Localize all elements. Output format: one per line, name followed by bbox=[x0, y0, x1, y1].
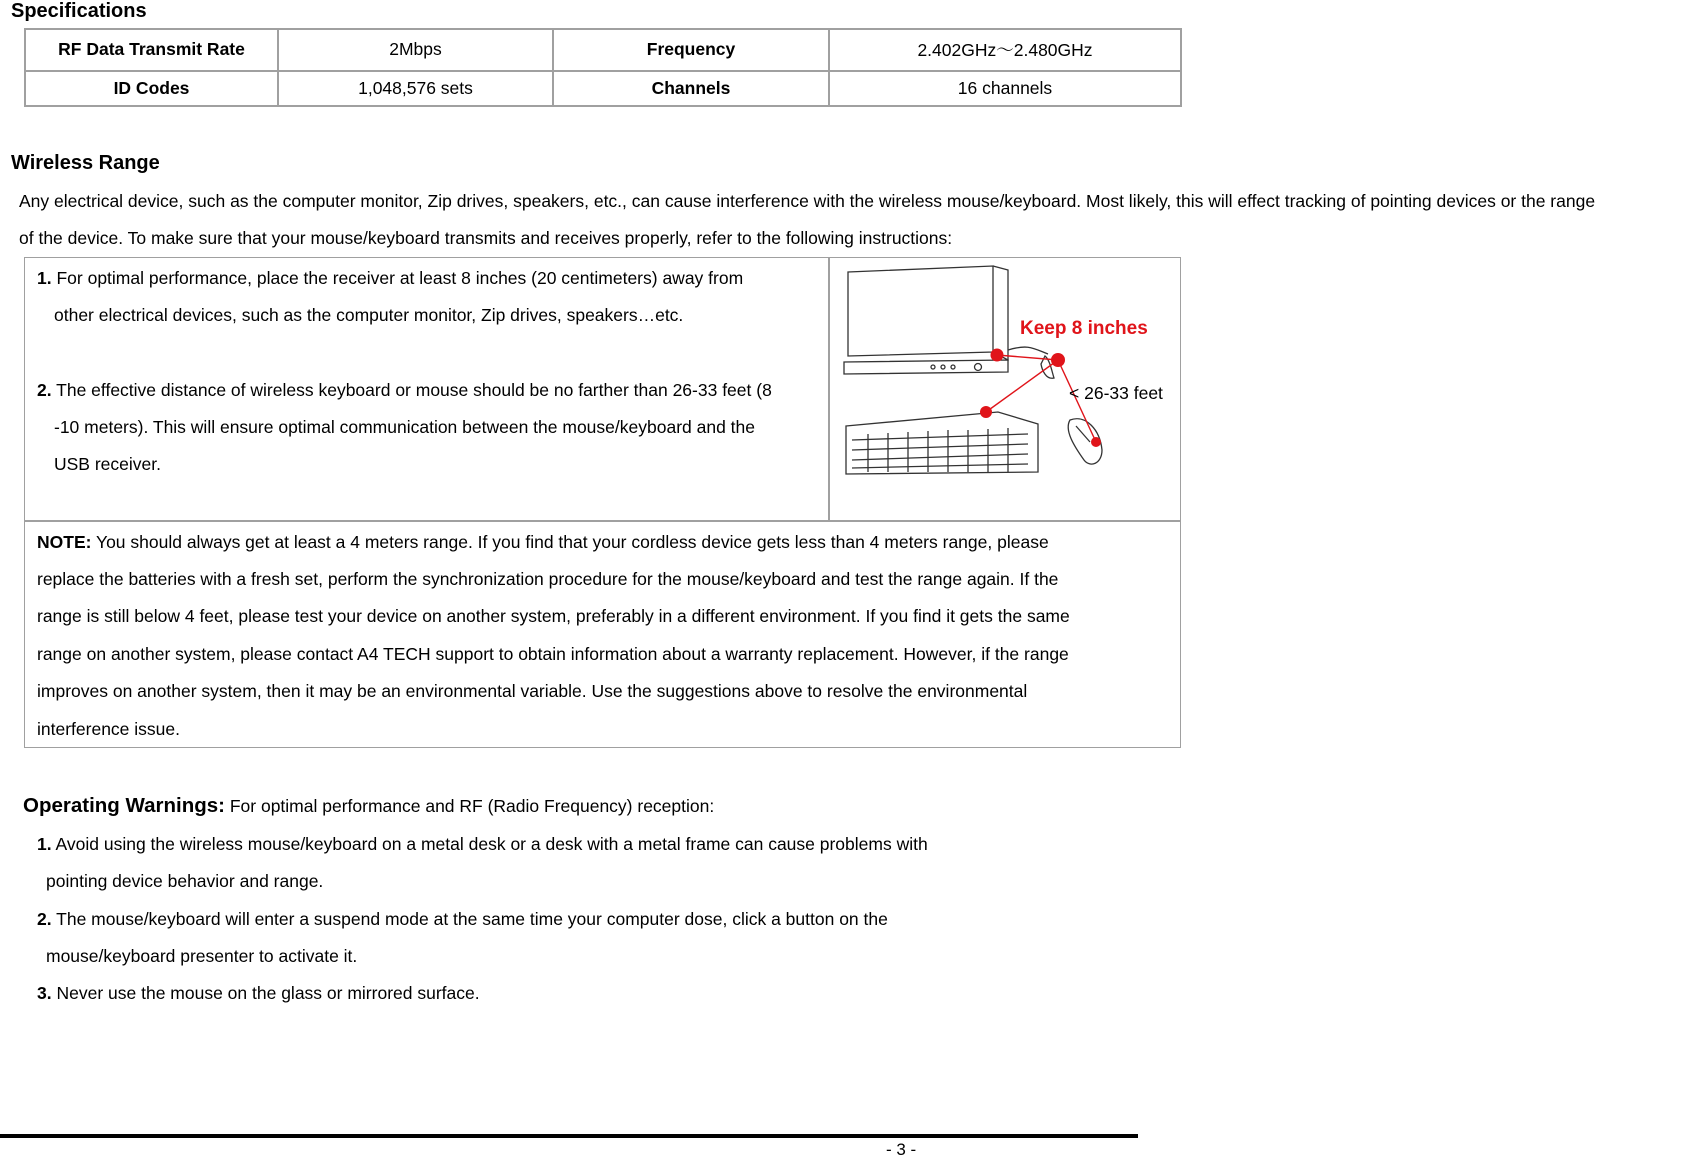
spec-key: ID Codes bbox=[25, 71, 278, 106]
warning-item-3: 3. Never use the mouse on the glass or mirrored surface. bbox=[37, 983, 480, 1003]
spec-value: 2Mbps bbox=[278, 29, 553, 71]
intro-text: Any electrical device, such as the computer monitor, Zip drives, speakers, etc., can cause interference with the wireless mouse/keyboard. Most likely, this will effect tracking of pointing devices or the range bbox=[19, 191, 1596, 211]
item-text: The effective distance of wireless keyboard or mouse should be no farther than 26-33 feet (8 bbox=[56, 380, 772, 400]
note-label: NOTE: bbox=[37, 532, 92, 552]
point-marker bbox=[991, 349, 1004, 362]
table-row bbox=[25, 71, 1181, 106]
item-number: 1. bbox=[37, 268, 52, 288]
note-line: range is still below 4 feet, please test your device on another system, preferably in a different environment. If you find it gets the same bbox=[37, 606, 1070, 626]
spec-value: 1,048,576 sets bbox=[278, 71, 553, 106]
item-text: -10 meters). This will ensure optimal communication between the mouse/keyboard and the bbox=[54, 417, 755, 437]
table-row bbox=[25, 29, 1181, 71]
item-text: USB receiver. bbox=[54, 454, 161, 474]
monitor-screen bbox=[848, 266, 993, 356]
note-line: replace the batteries with a fresh set, perform the synchronization procedure for the mouse/keyboard and test the range again. If the bbox=[37, 569, 1059, 589]
warning-item-1: 1. Avoid using the wireless mouse/keyboard on a metal desk or a desk with a metal frame can cause problems with bbox=[37, 834, 928, 854]
note-line: range on another system, please contact A4 TECH support to obtain information about a warranty replacement. However, if the range bbox=[37, 644, 1069, 664]
distance-value: 26-33 feet bbox=[1084, 383, 1163, 403]
warning-text: pointing device behavior and range. bbox=[46, 871, 324, 891]
instruction-item-1 bbox=[37, 268, 743, 289]
spec-value: 16 channels bbox=[829, 71, 1181, 106]
intro-text: of the device. To make sure that your mouse/keyboard transmits and receives properly, refer to the following instructions: bbox=[19, 228, 953, 248]
row-divider bbox=[24, 520, 1181, 522]
warning-item-2: 2. The mouse/keyboard will enter a suspend mode at the same time your computer dose, click a button on the bbox=[37, 909, 888, 929]
note-line: NOTE: You should always get at least a 4 meters range. If you find that your cordless device gets less than 4 meters range, please bbox=[37, 532, 1049, 552]
instruction-item-2 bbox=[37, 380, 772, 401]
operating-warnings-heading bbox=[23, 794, 714, 818]
spec-value: 2.402GHz～2.480GHz bbox=[829, 29, 1181, 71]
point-marker bbox=[980, 406, 992, 418]
item-number: 2. bbox=[37, 380, 52, 400]
item-text: For optimal performance, place the receiver at least 8 inches (20 centimeters) away from bbox=[56, 268, 744, 288]
page-number: - 3 - bbox=[886, 1140, 917, 1159]
item-text: other electrical devices, such as the computer monitor, Zip drives, speakers…etc. bbox=[54, 305, 684, 325]
monitor-bezel bbox=[844, 360, 1008, 374]
item-number: 3. bbox=[37, 983, 52, 1003]
operating-warnings-subtitle: For optimal performance and RF (Radio Frequency) reception: bbox=[229, 796, 715, 816]
point-marker bbox=[1051, 353, 1065, 367]
distance-label bbox=[1069, 383, 1163, 404]
item-number: 2. bbox=[37, 909, 52, 929]
note-line: improves on another system, then it may be an environmental variable. Use the suggestions above to resolve the environmental bbox=[37, 681, 1028, 701]
wireless-range-title: Wireless Range bbox=[11, 152, 160, 174]
operating-warnings-title: Operating Warnings: bbox=[23, 794, 225, 817]
specifications-table bbox=[24, 28, 1182, 107]
range-illustration bbox=[838, 264, 1178, 478]
spec-key: Frequency bbox=[553, 29, 829, 71]
warning-text: mouse/keyboard presenter to activate it. bbox=[46, 946, 358, 966]
point-marker bbox=[1091, 437, 1101, 447]
spec-key: Channels bbox=[553, 71, 829, 106]
item-number: 1. bbox=[37, 834, 52, 854]
column-divider bbox=[828, 257, 830, 521]
less-than-symbol: < bbox=[1069, 383, 1080, 403]
footer-rule bbox=[0, 1134, 1138, 1138]
keep-distance-label: Keep 8 inches bbox=[1020, 318, 1148, 339]
note-line: interference issue. bbox=[37, 719, 180, 739]
specifications-title: Specifications bbox=[11, 0, 147, 22]
spec-key: RF Data Transmit Rate bbox=[25, 29, 278, 71]
